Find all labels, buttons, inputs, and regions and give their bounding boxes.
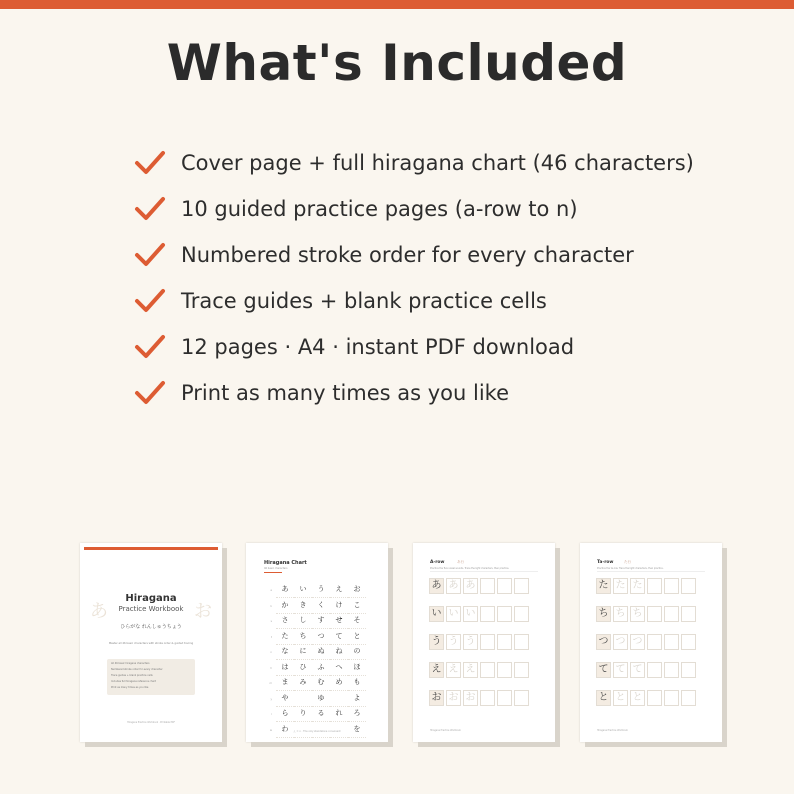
trace-guide-cell: う <box>446 634 461 650</box>
chart-cell: こ <box>348 599 366 614</box>
chart-cell: み <box>294 676 312 691</box>
chart-cell: す <box>312 614 330 629</box>
trace-guide-cell: い <box>446 606 461 622</box>
chart-cell: む <box>312 676 330 691</box>
feature-text: 12 pages · A4 · instant PDF download <box>181 335 575 359</box>
feature-item <box>134 278 754 324</box>
ta-row-practice-grid <box>596 578 698 718</box>
blank-practice-cell <box>647 578 662 594</box>
cover-feature-line: Trace guides + blank practice cells <box>111 674 153 677</box>
chart-subtitle: 46 basic characters <box>264 567 288 570</box>
trace-guide-cell: て <box>613 662 628 678</box>
blank-practice-cell <box>480 634 495 650</box>
a-row-title: A-row <box>430 560 445 565</box>
ta-row-romaji: た行 <box>624 560 631 564</box>
chart-cell: を <box>348 723 366 738</box>
trace-guide-cell: つ <box>630 634 645 650</box>
model-character-cell: お <box>429 690 444 706</box>
hiragana-chart-grid <box>261 583 366 738</box>
chart-cell: ろ <box>348 707 366 722</box>
practice-row <box>596 634 698 650</box>
chart-row-label: y <box>270 697 272 701</box>
blank-practice-cell <box>480 690 495 706</box>
chart-cell: け <box>330 599 348 614</box>
practice-row <box>429 662 531 678</box>
chart-row <box>261 692 366 708</box>
blank-practice-cell <box>664 662 679 678</box>
feature-list <box>134 140 754 416</box>
a-row-practice-grid <box>429 578 531 718</box>
cover-feature-line: Numbered stroke order for every character <box>111 668 163 671</box>
model-character-cell: い <box>429 606 444 622</box>
trace-guide-cell: て <box>630 662 645 678</box>
practice-row <box>596 662 698 678</box>
ta-row-title: Ta-row <box>597 560 614 565</box>
chart-cell: せ <box>330 614 348 629</box>
cover-feature-line: Includes full hiragana reference chart <box>111 680 156 683</box>
trace-guide-cell: う <box>463 634 478 650</box>
cover-footer: Hiragana Practice Workbook · Printable PDF <box>127 721 175 724</box>
model-character-cell: え <box>429 662 444 678</box>
checkmark-icon <box>134 333 166 361</box>
chart-cell: て <box>330 630 348 645</box>
cover-feature-line: All 46 basic hiragana characters <box>111 662 150 665</box>
trace-guide-cell: お <box>446 690 461 706</box>
chart-cell: に <box>294 645 312 660</box>
chart-row <box>261 583 366 599</box>
blank-practice-cell <box>497 606 512 622</box>
practice-row <box>596 690 698 706</box>
feature-text: Print as many times as you like <box>181 381 510 405</box>
model-character-cell: つ <box>596 634 611 650</box>
blank-practice-cell <box>681 662 696 678</box>
chart-cell <box>330 692 348 707</box>
chart-cell: れ <box>330 707 348 722</box>
blank-practice-cell <box>681 578 696 594</box>
blank-practice-cell <box>480 606 495 622</box>
blank-practice-cell <box>514 662 529 678</box>
trace-guide-cell: あ <box>446 578 461 594</box>
model-character-cell: う <box>429 634 444 650</box>
chart-row <box>261 614 366 630</box>
chart-cell: ま <box>276 676 294 691</box>
chart-cell: へ <box>330 661 348 676</box>
blank-practice-cell <box>497 578 512 594</box>
cover-ghost-char-right: お <box>194 601 212 622</box>
chart-cell: つ <box>312 630 330 645</box>
feature-item <box>134 186 754 232</box>
cover-kana: ひらがな れんしゅうちょう <box>120 624 182 630</box>
chart-row-label: s <box>270 620 272 624</box>
ta-row-description: Practice the ta-row. Trace the light characters, then practice. <box>597 567 664 570</box>
chart-row <box>261 599 366 615</box>
practice-row <box>596 578 698 594</box>
chart-page-thumbnail <box>246 543 388 742</box>
a-row-footer: Hiragana Practice Workbook <box>430 729 461 732</box>
chart-title: Hiragana Chart <box>264 560 307 566</box>
chart-cell: そ <box>348 614 366 629</box>
a-row-romaji: あ行 <box>457 560 464 564</box>
feature-item <box>134 324 754 370</box>
blank-practice-cell <box>647 634 662 650</box>
chart-cell: は <box>276 661 294 676</box>
chart-cell: ほ <box>348 661 366 676</box>
feature-text: Cover page + full hiragana chart (46 characters) <box>181 151 694 175</box>
model-character-cell: て <box>596 662 611 678</box>
chart-cell: か <box>276 599 294 614</box>
chart-footer: ん = n · The only standalone consonant <box>293 730 341 733</box>
blank-practice-cell <box>664 578 679 594</box>
cover-subtitle: Practice Workbook <box>118 605 184 613</box>
chart-row-label: h <box>270 666 272 670</box>
chart-row-label: w <box>269 728 272 732</box>
practice-row <box>429 606 531 622</box>
top-accent-bar <box>0 0 794 9</box>
trace-guide-cell: つ <box>613 634 628 650</box>
practice-row <box>596 606 698 622</box>
chart-row-label: k <box>270 604 272 608</box>
chart-cell: る <box>312 707 330 722</box>
model-character-cell: た <box>596 578 611 594</box>
chart-cell: お <box>348 583 366 598</box>
feature-item <box>134 370 754 416</box>
blank-practice-cell <box>480 662 495 678</box>
practice-row <box>429 578 531 594</box>
chart-title-underline <box>264 572 282 573</box>
a-row-page-thumbnail <box>413 543 555 742</box>
chart-row-label: t <box>270 635 272 639</box>
checkmark-icon <box>134 241 166 269</box>
feature-text: Numbered stroke order for every character <box>181 243 634 267</box>
model-character-cell: ち <box>596 606 611 622</box>
trace-guide-cell: た <box>613 578 628 594</box>
trace-guide-cell: あ <box>463 578 478 594</box>
chart-cell: ふ <box>312 661 330 676</box>
chart-cell: え <box>330 583 348 598</box>
blank-practice-cell <box>664 606 679 622</box>
checkmark-icon <box>134 195 166 223</box>
chart-cell: う <box>312 583 330 598</box>
model-character-cell: あ <box>429 578 444 594</box>
trace-guide-cell: と <box>613 690 628 706</box>
chart-cell: ひ <box>294 661 312 676</box>
cover-accent-bar <box>84 547 218 550</box>
blank-practice-cell <box>514 634 529 650</box>
blank-practice-cell <box>664 690 679 706</box>
practice-row <box>429 634 531 650</box>
chart-cell: よ <box>348 692 366 707</box>
a-row-divider <box>430 571 538 572</box>
feature-text: 10 guided practice pages (a-row to n) <box>181 197 578 221</box>
chart-cell: し <box>294 614 312 629</box>
model-character-cell: と <box>596 690 611 706</box>
blank-practice-cell <box>647 662 662 678</box>
blank-practice-cell <box>664 634 679 650</box>
trace-guide-cell: と <box>630 690 645 706</box>
chart-cell: や <box>276 692 294 707</box>
chart-row-label: m <box>269 682 272 686</box>
blank-practice-cell <box>514 690 529 706</box>
chart-cell: も <box>348 676 366 691</box>
trace-guide-cell: え <box>463 662 478 678</box>
trace-guide-cell: え <box>446 662 461 678</box>
blank-practice-cell <box>647 690 662 706</box>
chart-cell: ら <box>276 707 294 722</box>
blank-practice-cell <box>497 690 512 706</box>
cover-description: Master all 46 basic characters with stroke order & guided tracing <box>108 642 194 645</box>
blank-practice-cell <box>480 578 495 594</box>
chart-row <box>261 676 366 692</box>
chart-row <box>261 661 366 677</box>
practice-row <box>429 690 531 706</box>
feature-item <box>134 140 754 186</box>
chart-cell: わ <box>276 723 294 738</box>
feature-item <box>134 232 754 278</box>
checkmark-icon <box>134 149 166 177</box>
trace-guide-cell: た <box>630 578 645 594</box>
cover-title: Hiragana <box>125 593 177 604</box>
blank-practice-cell <box>514 606 529 622</box>
blank-practice-cell <box>681 690 696 706</box>
a-row-description: Practice the five vowel sounds. Trace the light characters, then practice. <box>430 567 510 570</box>
ta-row-divider <box>597 571 705 572</box>
chart-row <box>261 707 366 723</box>
trace-guide-cell: お <box>463 690 478 706</box>
chart-cell: な <box>276 645 294 660</box>
chart-cell: ね <box>330 645 348 660</box>
chart-row-label: r <box>270 713 272 717</box>
checkmark-icon <box>134 287 166 315</box>
page-title: What's Included <box>166 34 628 92</box>
trace-guide-cell: ち <box>613 606 628 622</box>
chart-cell: と <box>348 630 366 645</box>
chart-cell: り <box>294 707 312 722</box>
cover-page-thumbnail <box>80 543 222 742</box>
chart-cell: め <box>330 676 348 691</box>
chart-cell: の <box>348 645 366 660</box>
blank-practice-cell <box>647 606 662 622</box>
ta-row-footer: Hiragana Practice Workbook <box>597 729 628 732</box>
chart-cell: ち <box>294 630 312 645</box>
blank-practice-cell <box>681 606 696 622</box>
trace-guide-cell: ち <box>630 606 645 622</box>
chart-cell: き <box>294 599 312 614</box>
chart-cell: ゆ <box>312 692 330 707</box>
chart-cell: く <box>312 599 330 614</box>
chart-cell: ぬ <box>312 645 330 660</box>
chart-cell: さ <box>276 614 294 629</box>
chart-row <box>261 630 366 646</box>
feature-text: Trace guides + blank practice cells <box>181 289 547 313</box>
blank-practice-cell <box>514 578 529 594</box>
blank-practice-cell <box>681 634 696 650</box>
ta-row-page-thumbnail <box>580 543 722 742</box>
trace-guide-cell: い <box>463 606 478 622</box>
checkmark-icon <box>134 379 166 407</box>
chart-cell <box>294 692 312 707</box>
chart-row <box>261 645 366 661</box>
cover-feature-box <box>107 659 195 695</box>
chart-row-label: n <box>270 651 272 655</box>
blank-practice-cell <box>497 662 512 678</box>
chart-cell: あ <box>276 583 294 598</box>
cover-feature-line: Print as many times as you like <box>111 686 149 689</box>
cover-ghost-char-left: あ <box>90 601 108 622</box>
chart-row-label: a <box>270 589 272 593</box>
chart-cell: た <box>276 630 294 645</box>
chart-cell: い <box>294 583 312 598</box>
blank-practice-cell <box>497 634 512 650</box>
